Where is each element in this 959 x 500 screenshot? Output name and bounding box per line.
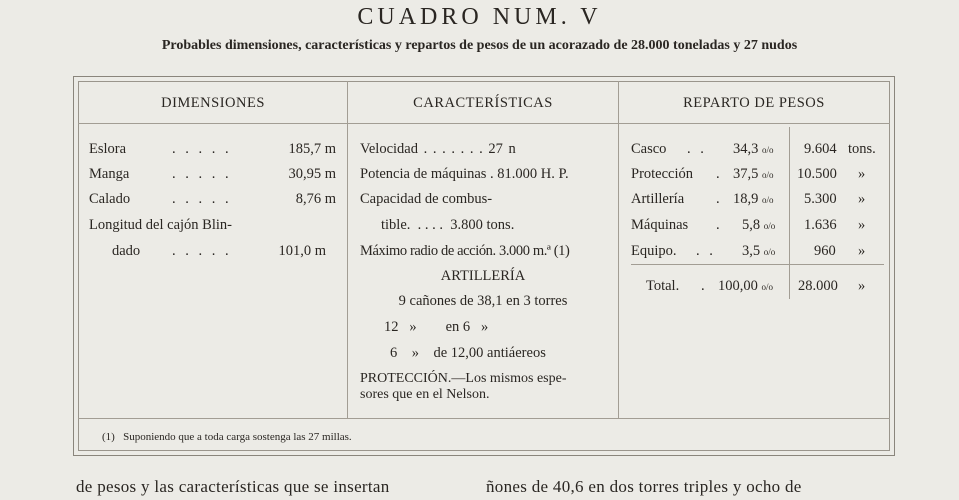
proteccion-line: sores que en el Nelson. [360,387,490,402]
reparto-label: Artillería [631,191,685,207]
dim-label: Longitud del cajón Blin- [89,217,232,233]
column-divider [347,81,348,418]
footnote: (1) Suponiendo que a toda carga sostenga las 27 millas. [102,431,352,443]
reparto-pct: 34,3 o/o [733,141,774,157]
reparto-unit: » [858,166,866,182]
reparto-dots: . [716,191,720,207]
total-weight: 28.000 [798,278,838,294]
reparto-weight: 960 [814,243,836,259]
artilleria-line: 6 » de 12,00 antiáereos [390,345,546,361]
body-text-right: ñones de 40,6 en dos torres triples y ocho de [486,477,802,496]
reparto-unit: » [858,243,866,259]
reparto-dots: . . [687,141,707,157]
reparto-dots: . [716,166,720,182]
dim-label: Eslora [89,141,127,157]
body-text-left: de pesos y las características que se insertan [76,477,390,496]
char-capacidad: tible. . . . . 3.800 tons. [381,217,515,233]
reparto-label: Protección [631,166,694,182]
char-velocidad: Velocidad . . . . . . . 27 n [360,141,516,157]
dim-label: dado [112,243,141,259]
reparto-pct: 18,9 o/o [733,191,774,207]
dim-label: Manga [89,166,130,182]
reparto-label: Equipo. [631,243,677,259]
total-divider [631,264,884,265]
artilleria-line: 9 cañones de 38,1 en 3 torres [398,293,568,309]
total-unit: » [858,278,866,294]
reparto-dots: . . [696,243,716,259]
reparto-unit: » [858,217,866,233]
reparto-weight: 9.604 [804,141,837,157]
reparto-dots: . [716,217,720,233]
dim-value: 30,95 m [288,166,336,182]
dim-dots: . . . . . [172,191,232,207]
header-caracteristicas: CARACTERÍSTICAS [413,95,553,111]
dim-value: 101,0 m [278,243,326,259]
total-label: Total. [646,278,680,294]
dim-dots: . . . . . [172,141,232,157]
reparto-pct: 3,5 o/o [742,243,776,259]
reparto-pct: 5,8 o/o [742,217,776,233]
table-frame [73,76,895,456]
table-subtitle: Probables dimensiones, características y repartos de pesos de un acorazado de 28.000 toneladas y 27 nudos [161,38,798,53]
char-maximo: Máximo radio de acción. 3.000 m.ª (1) [360,243,570,259]
dim-value: 185,7 m [288,141,336,157]
header-reparto: REPARTO DE PESOS [683,95,825,111]
reparto-weight: 10.500 [797,166,837,182]
reparto-label: Máquinas [631,217,689,233]
page-title: CUADRO NUM. V [357,4,602,30]
reparto-weight: 1.636 [804,217,837,233]
column-divider [618,81,619,418]
artilleria-line: 12 » en 6 » [384,319,489,335]
dim-value: 8,76 m [295,191,336,207]
proteccion-line: PROTECCIÓN.—Los mismos espe- [360,371,567,386]
char-capacidad: Capacidad de combus- [360,191,493,207]
reparto-label: Casco [631,141,667,157]
header-divider [78,123,890,124]
total-dots: . [701,278,705,294]
header-dimensiones: DIMENSIONES [161,95,265,111]
reparto-unit: tons. [848,141,876,157]
artilleria-title: ARTILLERÍA [440,268,526,284]
footnote-divider [78,418,890,419]
reparto-unit: » [858,191,866,207]
total-pct: 100,00 o/o [718,278,774,294]
dim-dots: . . . . . [172,243,232,259]
reparto-weight: 5.300 [804,191,837,207]
dim-label: Calado [89,191,131,207]
reparto-pct: 37,5 o/o [733,166,774,182]
dim-dots: . . . . . [172,166,232,182]
reparto-divider [789,127,790,299]
char-potencia: Potencia de máquinas . 81.000 H. P. [360,166,569,182]
